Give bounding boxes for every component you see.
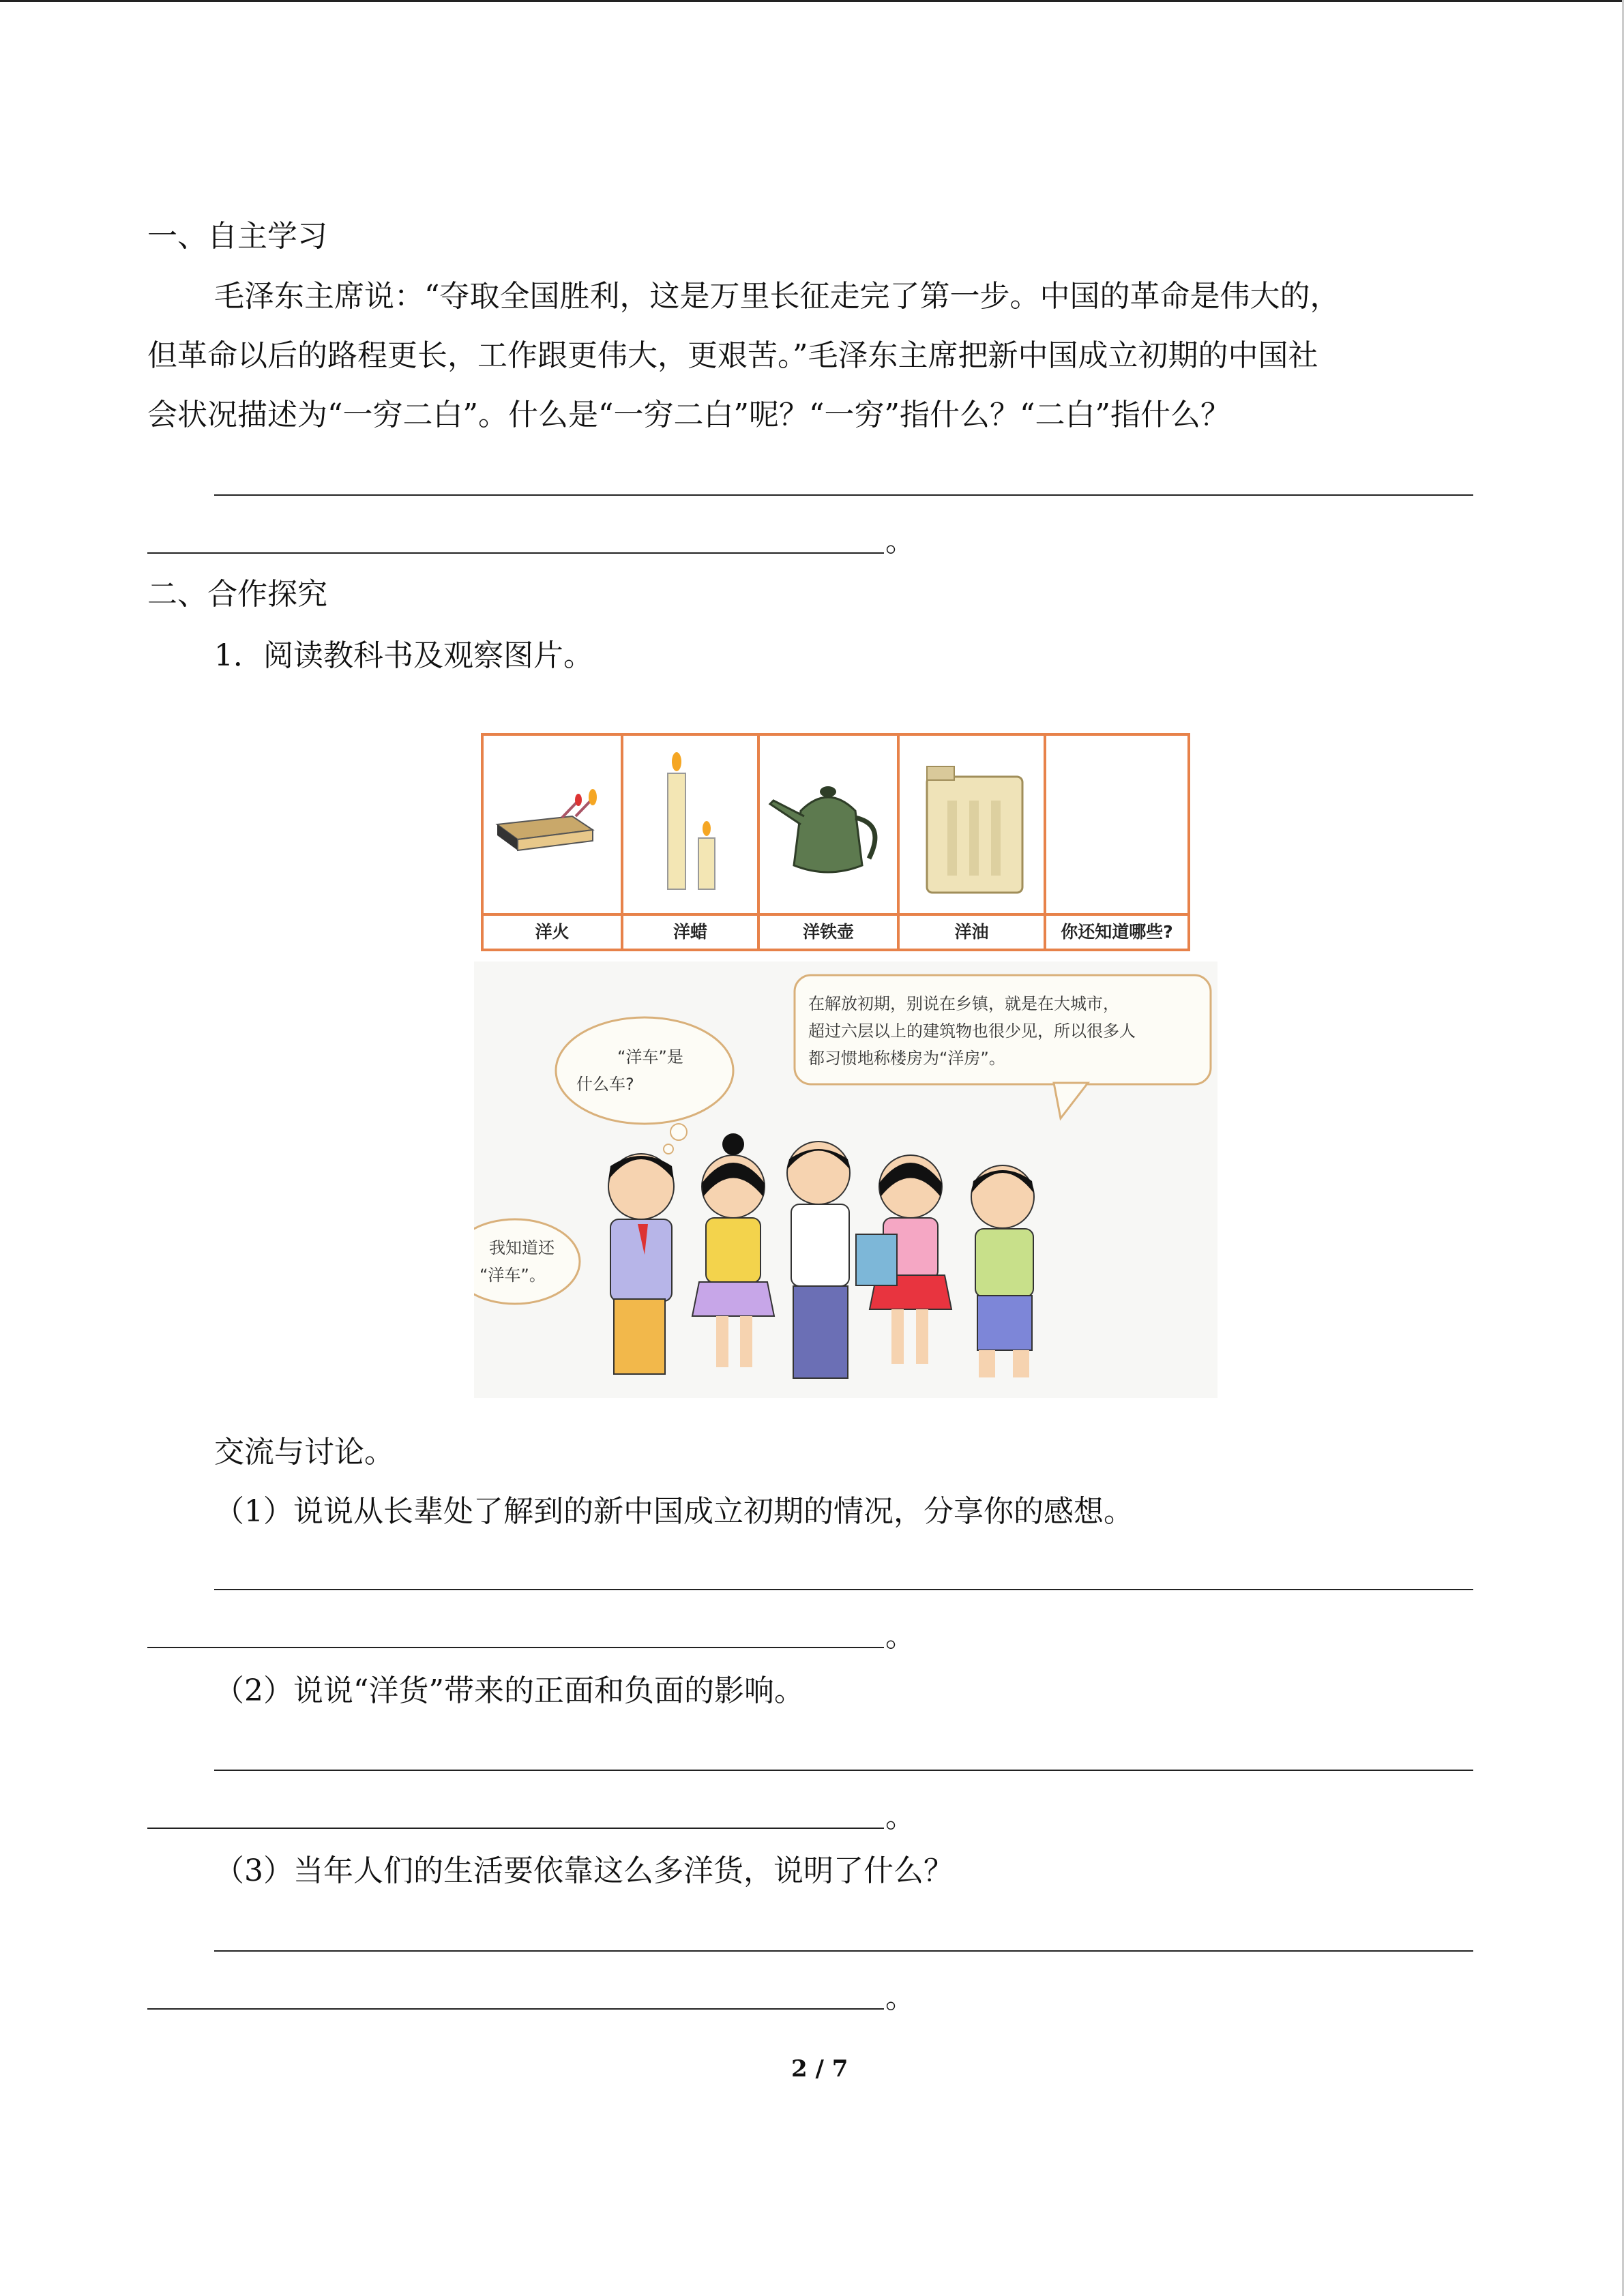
candles-icon xyxy=(623,736,756,906)
section1-paragraph-line1: 毛泽东主席说：“夺取全国胜利，这是万里长征走完了第一步。中国的革命是伟大的， xyxy=(214,279,1340,314)
child-figure xyxy=(971,1165,1034,1377)
table-cell-oil-can xyxy=(900,736,1046,949)
bubble-left-line1: “洋车”是 xyxy=(617,1047,683,1067)
table-cell-candles xyxy=(623,736,760,949)
table-label: 洋铁壶 xyxy=(760,913,897,949)
child-figure xyxy=(608,1154,674,1374)
bubble-right-line1: 在解放初期，别说在乡镇，就是在大城市， xyxy=(808,994,1119,1013)
bubble-left-line2: 什么车? xyxy=(576,1075,634,1094)
table-label: 洋蜡 xyxy=(623,913,757,949)
answer-line[interactable] xyxy=(214,494,1473,496)
bubble-right-line3: 都习惯地称楼房为“洋房”。 xyxy=(808,1049,1005,1068)
answer-end-mark: 。 xyxy=(885,524,915,558)
answer-line[interactable] xyxy=(214,1950,1473,1952)
answer-line[interactable] xyxy=(147,1647,884,1648)
matches-icon xyxy=(484,736,620,906)
oil-can-icon xyxy=(900,736,1043,906)
table-label: 洋火 xyxy=(484,913,621,949)
table-label: 洋油 xyxy=(900,913,1044,949)
textbook-figure xyxy=(474,696,1217,1398)
discussion-heading: 交流与讨论。 xyxy=(214,1435,394,1470)
section1-paragraph-line3: 会状况描述为“一穷二白”。什么是“一穷二白”呢？“一穷”指什么？“二白”指什么？ xyxy=(147,398,1230,432)
answer-line[interactable] xyxy=(214,1589,1473,1590)
answer-end-mark: 。 xyxy=(885,1619,915,1654)
section2-item1: 1．阅读教科书及观察图片。 xyxy=(214,638,593,673)
answer-line[interactable] xyxy=(214,1770,1473,1771)
table-label: 你还知道哪些? xyxy=(1046,913,1187,949)
bubble-right-line2: 超过六层以上的建筑物也很少见，所以很多人 xyxy=(808,1022,1136,1041)
page-number: 2 / 7 xyxy=(791,2055,848,2083)
foreign-goods-table xyxy=(481,733,1190,951)
bubble-bottom-line1: 我知道还 xyxy=(489,1238,555,1257)
answer-line[interactable] xyxy=(147,1828,884,1829)
section1-paragraph-line2: 但革命以后的路程更长，工作跟更伟大，更艰苦。”毛泽东主席把新中国成立初期的中国社 xyxy=(147,338,1318,373)
thought-bubble-left xyxy=(556,1017,733,1124)
section1-heading: 一、自主学习 xyxy=(147,219,327,254)
children-discussion-illustration xyxy=(474,961,1217,1398)
section2-heading: 二、合作探究 xyxy=(147,577,327,612)
answer-end-mark: 。 xyxy=(885,1980,915,2015)
question-1: （1）说说从长辈处了解到的新中国成立初期的情况，分享你的感想。 xyxy=(214,1494,1134,1529)
table-cell-kettle xyxy=(760,736,900,949)
answer-line[interactable] xyxy=(147,552,884,554)
question-2: （2）说说“洋货”带来的正面和负面的影响。 xyxy=(214,1673,804,1708)
top-border xyxy=(0,0,1624,2)
answer-line[interactable] xyxy=(147,2008,884,2010)
table-cell-matches xyxy=(484,736,623,949)
bubble-bottom-line2: “洋车”。 xyxy=(479,1266,546,1285)
child-figure xyxy=(787,1142,850,1378)
question-3: （3）当年人们的生活要依靠这么多洋货，说明了什么？ xyxy=(214,1853,954,1888)
answer-end-mark: 。 xyxy=(885,1800,915,1834)
table-cell-more xyxy=(1046,736,1187,949)
kettle-icon xyxy=(760,736,896,906)
